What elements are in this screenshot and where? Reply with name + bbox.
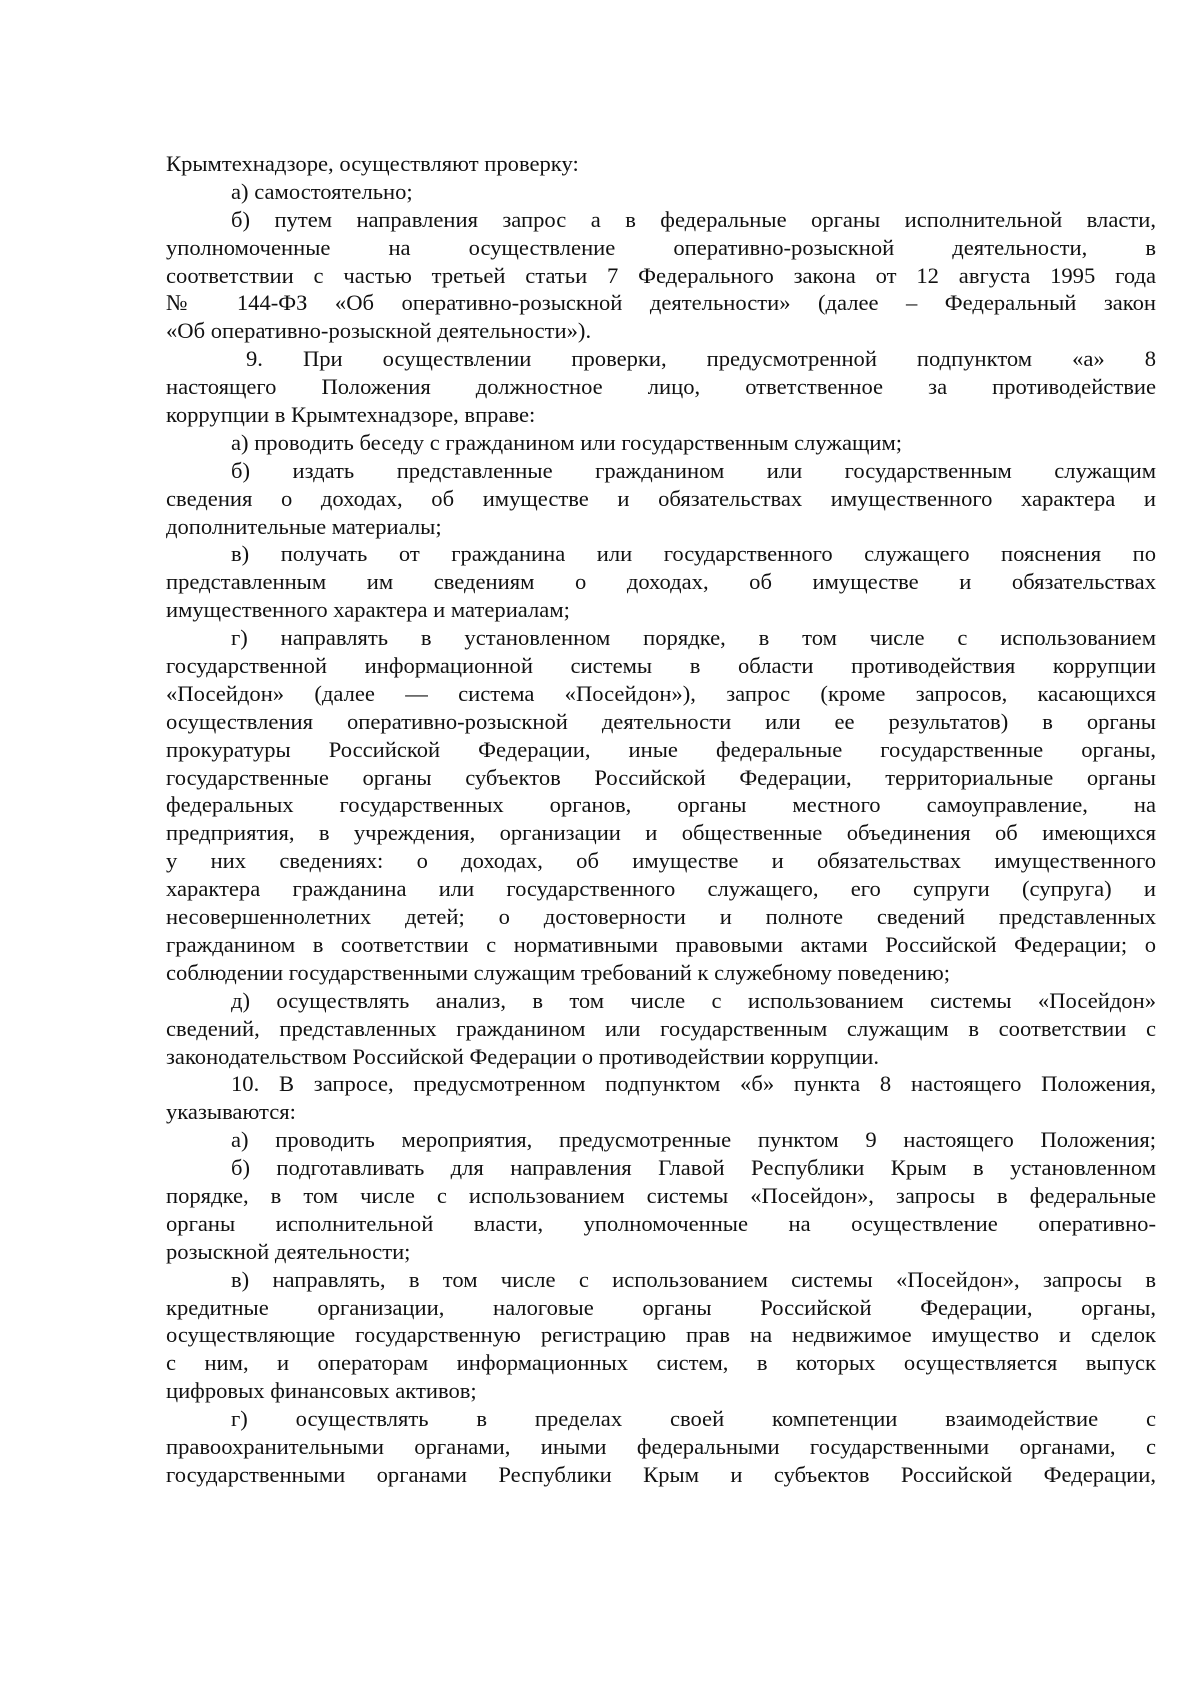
- text-line: «Посейдон» (далее — система «Посейдон»), запрос (кроме запросов, касающихся: [166, 680, 1156, 706]
- text-line: правоохранительными органами, иными федеральными государственными органами, с: [166, 1433, 1156, 1459]
- list-item-a: а) самостоятельно;: [231, 178, 413, 204]
- text-line: розыскной деятельности;: [166, 1238, 411, 1264]
- text-line: государственные органы субъектов Российской Федерации, территориальные органы: [166, 764, 1156, 790]
- list-item-d: д) осуществлять анализ, в том числе с использованием системы «Посейдон»: [231, 987, 1156, 1013]
- list-item-b: б) путем направления запрос а в федеральные органы исполнительной власти,: [231, 206, 1156, 232]
- list-item-v: в) получать от гражданина или государственного служащего пояснения по: [231, 541, 1156, 567]
- text-line: гражданином в соответствии с нормативными правовыми актами Российской Федерации; о: [166, 931, 1156, 957]
- text-line: настоящего Положения должностное лицо, ответственное за противодействие: [166, 374, 1156, 400]
- text-line: указываются:: [166, 1099, 296, 1125]
- text-line: кредитные организации, налоговые органы Российской Федерации, органы,: [166, 1294, 1156, 1320]
- text-line: соответствии с частью третьей статьи 7 Федерального закона от 12 августа 1995 года: [166, 262, 1156, 288]
- text-line: соблюдении государственными служащим требований к служебному поведению;: [166, 959, 951, 985]
- text-line: несовершеннолетних детей; о достоверности и полноте сведений представленных: [166, 904, 1156, 930]
- list-item-a: а) проводить беседу с гражданином или государственным служащим;: [231, 429, 903, 455]
- text-line: характера гражданина или государственного служащего, его супруги (супруга) и: [166, 876, 1156, 902]
- text-line: цифровых финансовых активов;: [166, 1378, 477, 1404]
- text-line: имущественного характера и материалам;: [166, 597, 570, 623]
- text-line: государственной информационной системы в области противодействия коррупции: [166, 653, 1156, 679]
- text-line: № 144-ФЗ «Об оперативно-розыскной деятельности» (далее – Федеральный закон: [166, 290, 1156, 316]
- text-line: «Об оперативно-розыскной деятельности»).: [166, 318, 592, 344]
- text-line: осуществляющие государственную регистрацию прав на недвижимое имущество и сделок: [166, 1322, 1156, 1348]
- list-item-v: в) направлять, в том числе с использованием системы «Посейдон», запросы в: [231, 1266, 1156, 1292]
- text-line: представленным им сведениям о доходах, об имуществе и обязательствах: [166, 569, 1156, 595]
- paragraph-9-heading: 9. При осуществлении проверки, предусмотренной подпунктом «а» 8: [246, 346, 1156, 372]
- list-item-a: а) проводить мероприятия, предусмотренные пунктом 9 настоящего Положения;: [231, 1127, 1156, 1153]
- text-line: предприятия, в учреждения, организации и общественные объединения об имеющихся: [166, 820, 1156, 846]
- text-line: законодательством Российской Федерации о противодействии коррупции.: [166, 1043, 880, 1069]
- text-line: у них сведениях: о доходах, об имуществе и обязательствах имущественного: [166, 848, 1156, 874]
- text-line: с ним, и операторам информационных систем, в которых осуществляется выпуск: [166, 1350, 1156, 1376]
- text-line: федеральных государственных органов, органы местного самоуправление, на: [166, 792, 1156, 818]
- text-line: государственными органами Республики Крым и субъектов Российской Федерации,: [166, 1461, 1156, 1487]
- text-line: сведения о доходах, об имуществе и обязательствах имущественного характера и: [166, 485, 1156, 511]
- text-line: Крымтехнадзоре, осуществляют проверку:: [166, 151, 579, 176]
- text-line: коррупции в Крымтехнадзоре, вправе:: [166, 402, 536, 428]
- text-line: сведений, представленных гражданином или государственным служащим в соответствии с: [166, 1015, 1156, 1041]
- text-line: органы исполнительной власти, уполномоченные на осуществление оперативно-: [166, 1210, 1156, 1236]
- list-item-b: б) подготавливать для направления Главой Республики Крым в установленном: [231, 1155, 1156, 1181]
- list-item-g: г) осуществлять в пределах своей компетенции взаимодействие с: [231, 1406, 1156, 1432]
- text-line: прокуратуры Российской Федерации, иные федеральные государственные органы,: [166, 736, 1156, 762]
- document-body: [166, 150, 1156, 1489]
- text-line: осуществления оперативно-розыскной деятельности или ее результатов) в органы: [166, 708, 1156, 734]
- list-item-g: г) направлять в установленном порядке, в том числе с использованием: [231, 625, 1156, 651]
- list-item-b: б) издать представленные гражданином или государственным служащим: [231, 457, 1156, 483]
- text-line: порядке, в том числе с использованием системы «Посейдон», запросы в федеральные: [166, 1182, 1156, 1208]
- text-line: дополнительные материалы;: [166, 513, 442, 539]
- text-line: уполномоченные на осуществление оперативно-розыскной деятельности, в: [166, 234, 1156, 260]
- paragraph-10-heading: 10. В запросе, предусмотренном подпунктом «б» пункта 8 настоящего Положения,: [231, 1071, 1156, 1097]
